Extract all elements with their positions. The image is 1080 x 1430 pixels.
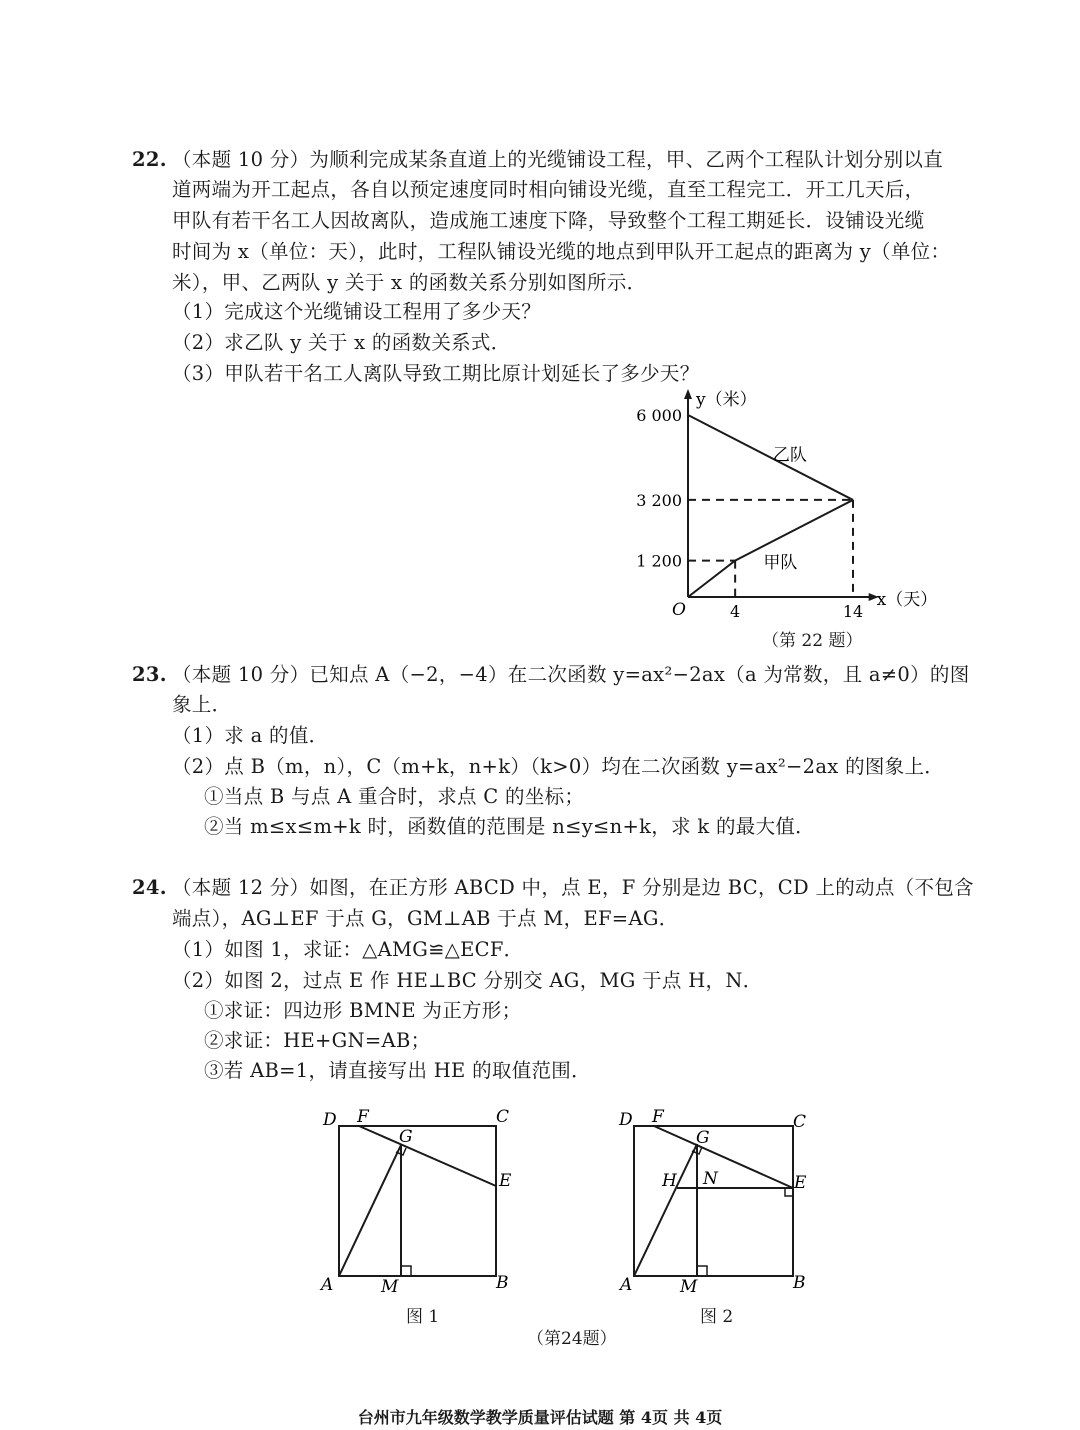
x-tick-label: 14 xyxy=(842,602,864,621)
q24-figure-1 xyxy=(315,1100,525,1300)
point-label: E xyxy=(794,1173,807,1193)
point-label: G xyxy=(696,1128,710,1148)
question-part: （1）如图 1，求证：△AMG≌△ECF． xyxy=(172,938,524,961)
question-text-line: 道两端为开工起点，各自以预定速度同时相向铺设光缆，直至工程完工．开工几天后， xyxy=(172,178,925,201)
question-text-line: 端点），AG⊥EF 于点 G，GM⊥AB 于点 M，EF=AG． xyxy=(172,907,679,930)
q22-caption: （第 22 题） xyxy=(762,631,863,651)
point-label: D xyxy=(619,1110,633,1130)
y-tick-label: 1 200 xyxy=(636,551,682,571)
segment-ag xyxy=(339,1145,401,1276)
square-abcd xyxy=(339,1126,496,1276)
x-axis-label: x（天） xyxy=(876,590,938,610)
question-subpart: ①求证：四边形 BMNE 为正方形； xyxy=(204,999,522,1022)
point-label: M xyxy=(381,1277,399,1297)
point-label: C xyxy=(793,1112,807,1132)
series-label: 乙队 xyxy=(772,445,807,466)
question-text-line: （本题 10 分）为顺利完成某条直道上的光缆铺设工程，甲、乙两个工程队计划分别以直 xyxy=(172,148,944,171)
question-number: 22. xyxy=(132,148,167,171)
point-label: B xyxy=(496,1273,509,1293)
series-line-yi xyxy=(688,415,853,500)
question-subpart: ②当 m≤x≤m+k 时，函数值的范围是 n≤y≤n+k，求 k 的最大值． xyxy=(204,815,815,838)
question-text-line: 甲队有若干名工人因故离队，造成施工速度下降，导致整个工程工期延长．设铺设光缆 xyxy=(172,209,925,232)
question-subpart: ①当点 B 与点 A 重合时，求点 C 的坐标； xyxy=(204,785,585,808)
question-subpart: ③若 AB=1，请直接写出 HE 的取值范围． xyxy=(204,1059,591,1082)
figure-2-caption: 图 2 xyxy=(700,1307,734,1327)
point-label: C xyxy=(496,1107,510,1127)
question-number: 24. xyxy=(132,876,167,899)
y-axis-arrow xyxy=(684,389,692,399)
question-part: （2）点 B（m，n），C（m+k，n+k）（k>0）均在二次函数 y=ax²−2ax 的图象上． xyxy=(172,755,945,778)
segment-ag xyxy=(634,1144,697,1276)
right-angle-mark xyxy=(401,1266,411,1276)
right-angle-mark xyxy=(785,1188,793,1196)
question-text-line: 米），甲、乙两队 y 关于 x 的函数关系分别如图所示． xyxy=(172,271,647,294)
point-label: M xyxy=(680,1277,698,1297)
y-axis-label: y（米） xyxy=(696,390,757,410)
right-angle-mark xyxy=(697,1266,707,1276)
point-label: N xyxy=(703,1169,718,1189)
q24-figure-2 xyxy=(610,1100,820,1300)
point-label: H xyxy=(662,1171,677,1191)
point-label: A xyxy=(321,1275,334,1295)
question-part: （1）求 a 的值． xyxy=(172,724,329,747)
question-text-line: 象上． xyxy=(172,693,232,716)
x-tick-label: 4 xyxy=(730,602,741,621)
point-label: E xyxy=(499,1171,512,1191)
page-footer: 台州市九年级数学教学质量评估试题 第 4页 共 4页 xyxy=(357,1408,723,1427)
square-abcd xyxy=(634,1126,793,1276)
question-part: （2）如图 2，过点 E 作 HE⊥BC 分别交 AG，MG 于点 H，N． xyxy=(172,969,763,992)
question-text-line: （本题 12 分）如图，在正方形 ABCD 中，点 E，F 分别是边 BC，CD 上的动点（不包含 xyxy=(172,876,974,899)
question-text-line: 时间为 x（单位：天），此时，工程队铺设光缆的地点到甲队开工起点的距离为 y（单位： xyxy=(172,240,951,263)
point-label: F xyxy=(357,1107,369,1127)
q22-chart xyxy=(620,385,960,625)
point-label: A xyxy=(620,1275,633,1295)
question-number: 23. xyxy=(132,663,167,686)
point-label: B xyxy=(793,1273,806,1293)
y-tick-label: 3 200 xyxy=(636,490,682,510)
figure-1-caption: 图 1 xyxy=(406,1307,440,1327)
series-label: 甲队 xyxy=(763,553,798,574)
question-part: （3）甲队若干名工人离队导致工期比原计划延长了多少天？ xyxy=(172,362,700,385)
origin-label: O xyxy=(672,600,686,620)
point-label: F xyxy=(652,1107,664,1127)
question-text-line: （本题 10 分）已知点 A（−2，−4）在二次函数 y=ax²−2ax（a 为常数，且 a≠0）的图 xyxy=(172,663,970,686)
series-line-jia xyxy=(688,500,853,597)
question-part: （1）完成这个光缆铺设工程用了多少天？ xyxy=(172,300,542,323)
question-part: （2）求乙队 y 关于 x 的函数关系式． xyxy=(172,331,511,354)
point-label: G xyxy=(399,1127,413,1147)
segment-ef xyxy=(359,1126,496,1186)
q24-caption: （第24题） xyxy=(527,1329,617,1349)
question-subpart: ②求证：HE+GN=AB； xyxy=(204,1029,431,1052)
point-label: D xyxy=(323,1110,337,1130)
y-tick-label: 6 000 xyxy=(636,406,682,425)
